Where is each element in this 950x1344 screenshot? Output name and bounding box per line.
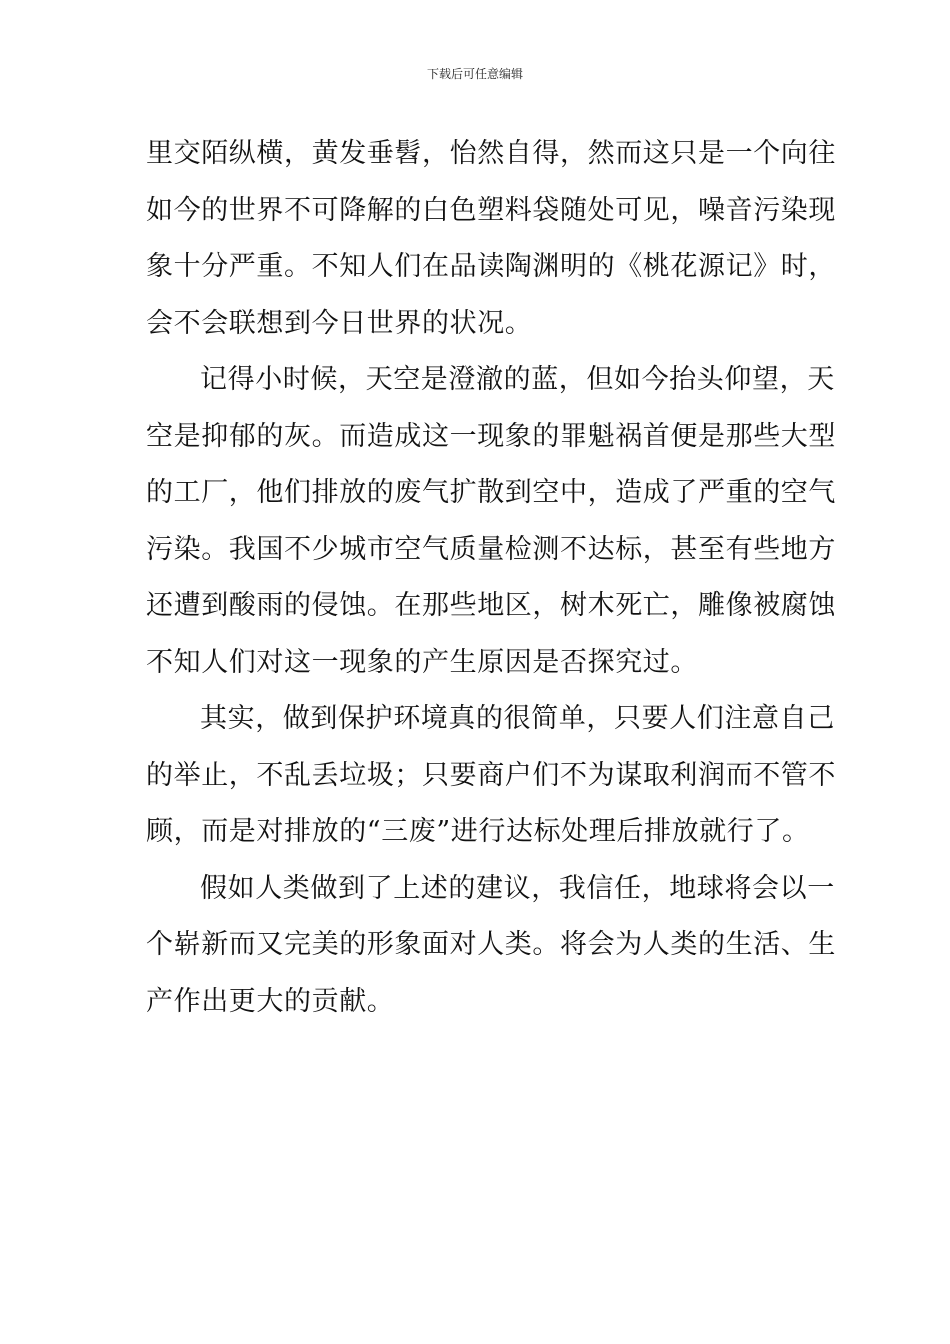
text-line: 里交陌纵横，黄发垂髫，怡然自得，然而这只是一个向往 <box>146 138 836 169</box>
text-line: 象十分严重。不知人们在品读陶渊明的《桃花源记》时， <box>146 251 836 282</box>
paragraph-3 <box>146 691 836 861</box>
text-line: 的举止，不乱丢垃圾；只要商户们不为谋取利润而不管不 <box>146 759 836 791</box>
text-line: 产作出更大的贡献。 <box>146 985 395 1017</box>
text-line: 假如人类做到了上述的建议，我信任，地球将会以一 <box>200 872 835 904</box>
text-line: 不知人们对这一现象的产生原因是否探究过。 <box>146 646 698 678</box>
paragraph-2 <box>146 352 836 691</box>
paragraph-4 <box>146 861 836 1031</box>
text-line: 顾，而是对排放的“三废”进行达标处理后排放就行了。 <box>146 816 810 847</box>
paragraph-1 <box>146 126 836 352</box>
page-header: 下载后可任意编辑 <box>426 67 523 81</box>
text-line: 还遭到酸雨的侵蚀。在那些地区，树木死亡，雕像被腐蚀 <box>146 590 836 621</box>
text-line: 个崭新而又完美的形象面对人类。将会为人类的生活、生 <box>146 929 836 960</box>
text-line: 记得小时候，天空是澄澈的蓝，但如今抬头仰望，天 <box>200 364 835 395</box>
text-line: 其实，做到保护环境真的很简单，只要人们注意自己 <box>200 703 835 734</box>
text-line: 如今的世界不可降解的白色塑料袋随处可见，噪音污染现 <box>146 194 836 226</box>
text-line: 空是抑郁的灰。而造成这一现象的罪魁祸首便是那些大型 <box>146 420 836 452</box>
text-line: 会不会联想到今日世界的状况。 <box>146 307 533 339</box>
document-body <box>146 126 836 1030</box>
text-line: 的工厂，他们排放的废气扩散到空中，造成了严重的空气 <box>146 477 836 508</box>
text-line: 污染。我国不少城市空气质量检测不达标，甚至有些地方 <box>146 533 836 565</box>
